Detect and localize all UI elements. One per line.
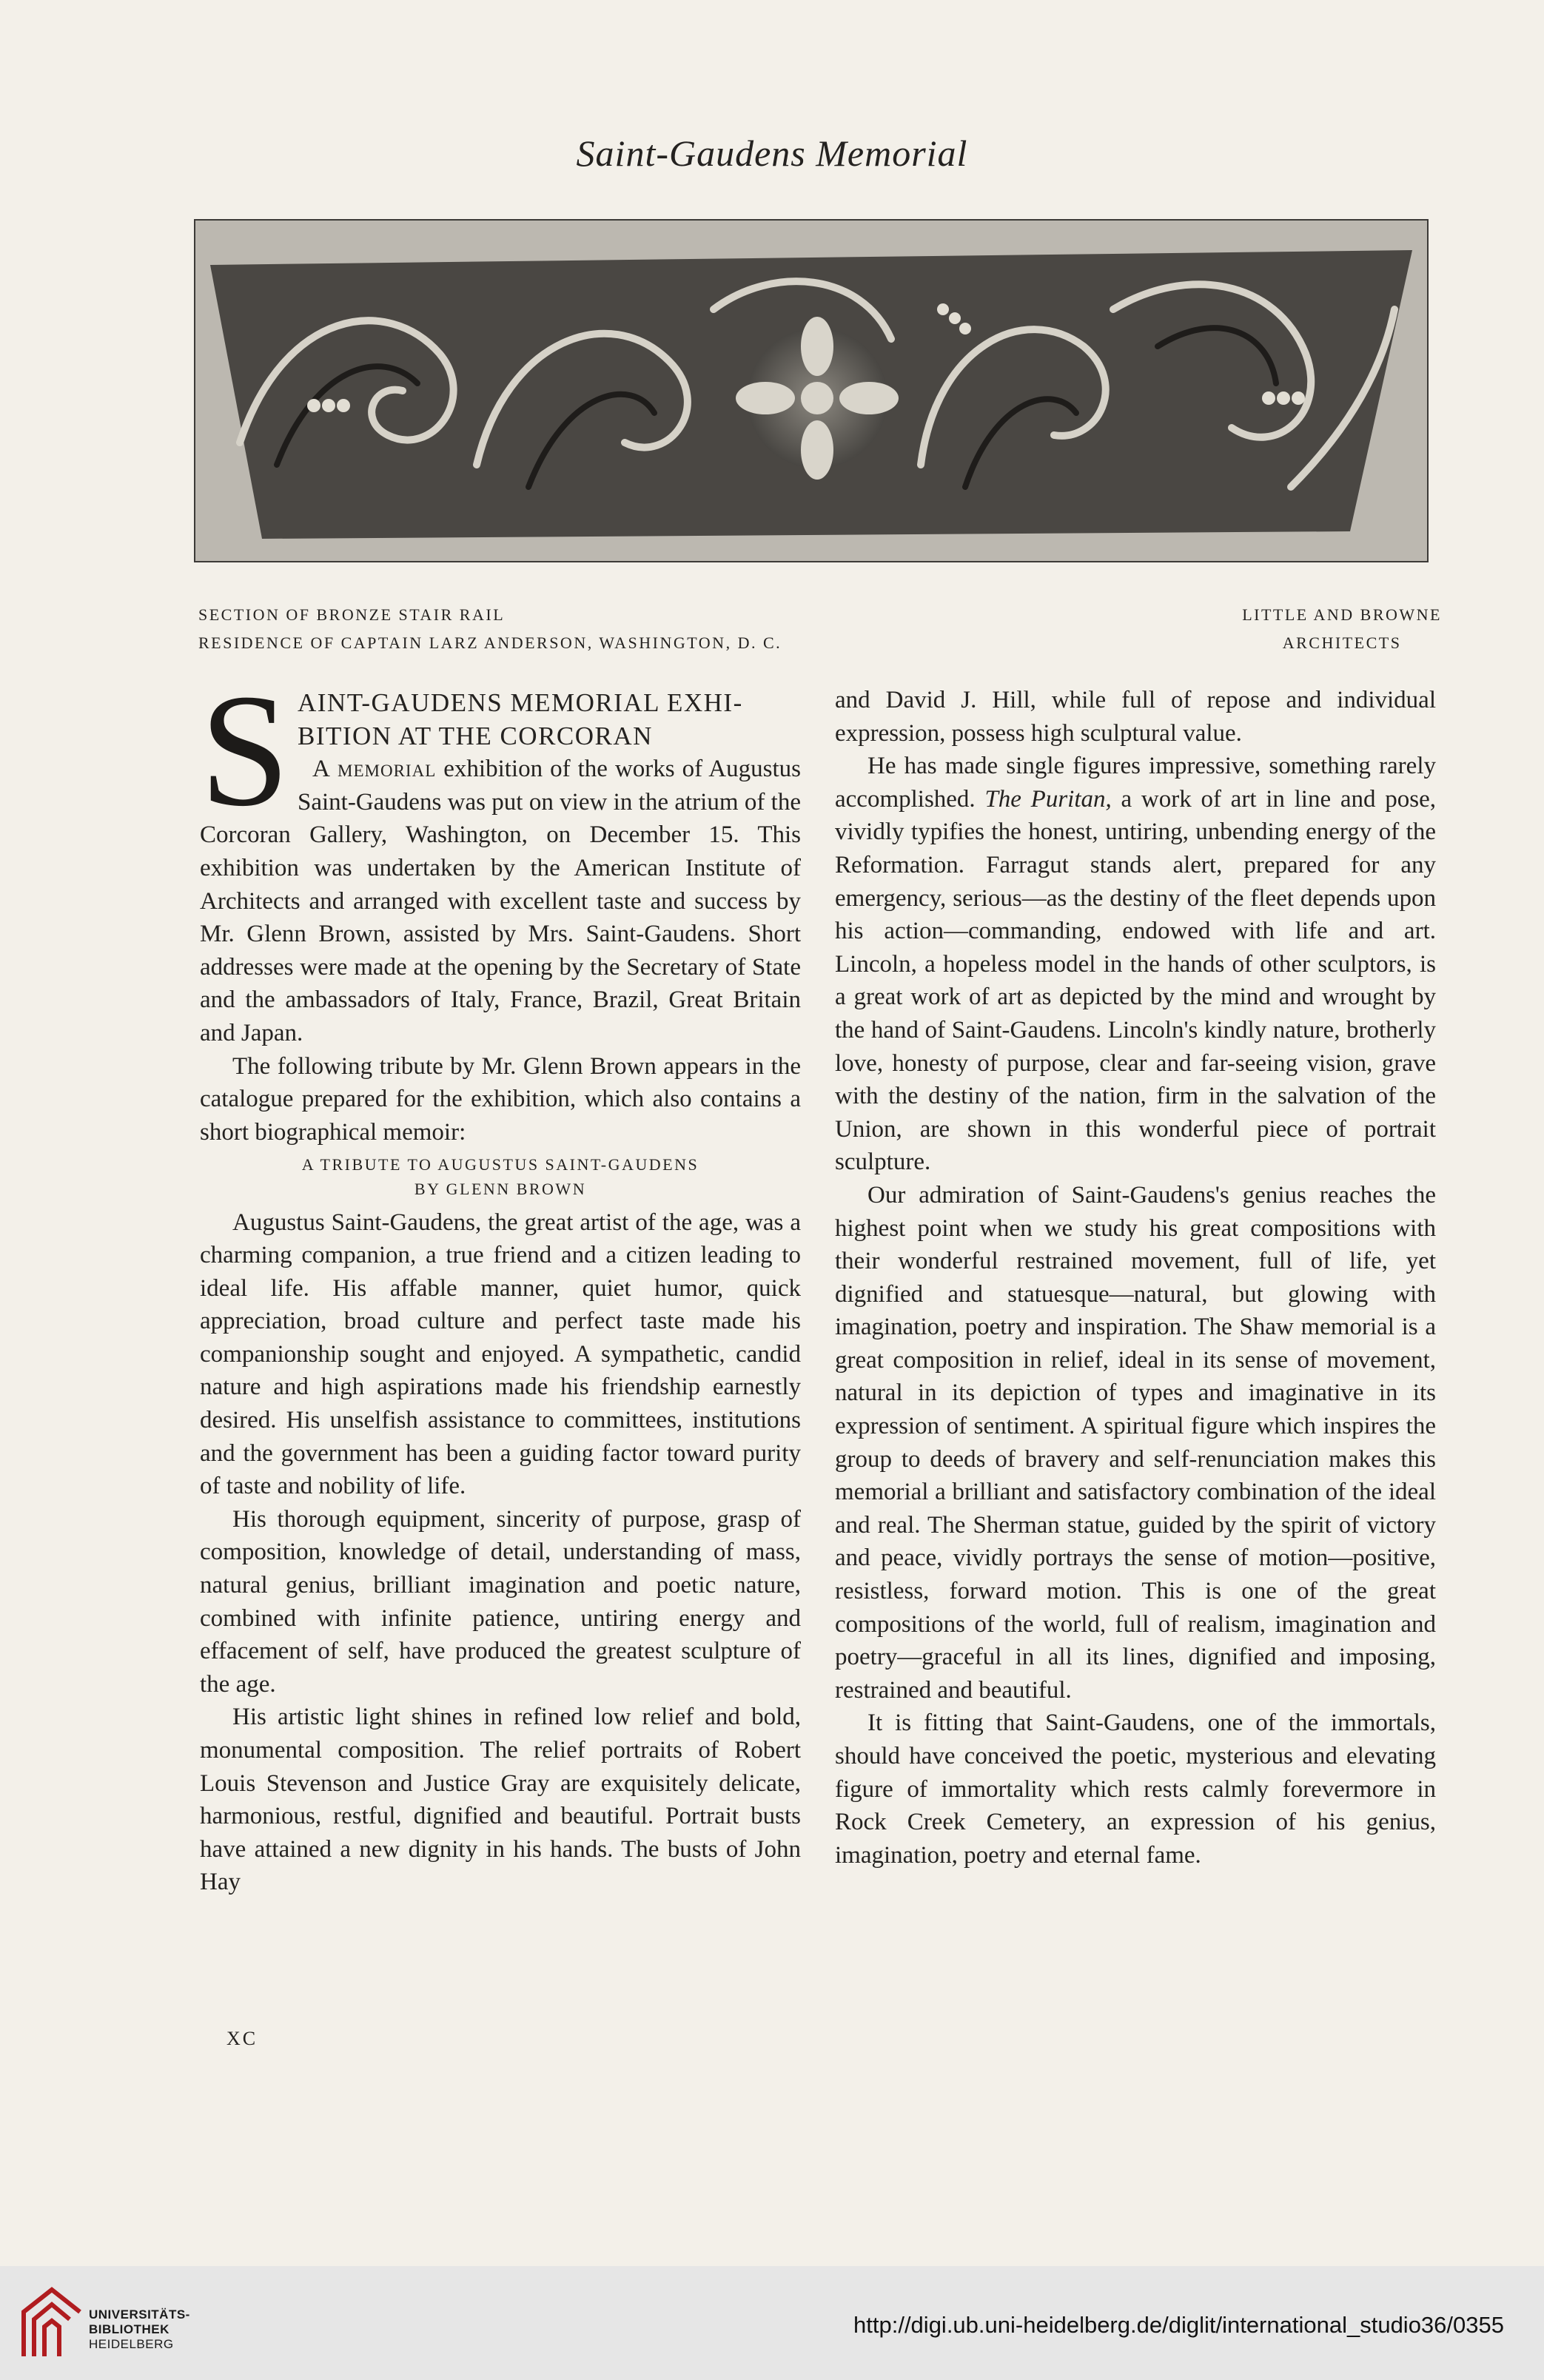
stair-rail-plate [194, 219, 1429, 562]
library-footer [0, 2266, 1544, 2380]
paragraph: and David J. Hill, while full of repose and individual expression, possess high sculptural value. [835, 687, 1436, 747]
italic-title: The Puritan, [984, 785, 1112, 813]
library-name-line: BIBLIOTHEK [89, 2322, 169, 2336]
column-right [835, 684, 1436, 1872]
source-url-link[interactable]: http://digi.ub.uni-heidelberg.de/diglit/international_studio36/0355 [853, 2312, 1504, 2338]
article-title [200, 684, 801, 753]
paragraph: The following tribute by Mr. Glenn Brown appears in the catalogue prepared for the exhibition, which also contains a short biographical memoir: [200, 1052, 801, 1146]
column-left [200, 662, 801, 1899]
library-logo-icon [16, 2282, 87, 2364]
tribute-byline: BY GLENN BROWN [414, 1179, 587, 1198]
text-run: a work of art in line and pose, vividly typifies the honest, untiring, unbending energy of the Reformation. Farragut stands alert, prepared for any emergency, serious—as the destiny of the fleet depends upon his action—commanding, endowed with life and art. Lincoln, a hopeless model in the hands of other sculptors, is a great work of art as depicted by the mind and wrought by the hand of Saint-Gaudens. Lincoln's kindly nature, brotherly love, honesty of purpose, clear and far-seeing vision, grave with the destiny of the nation, firm in the salvation of the Union, are shown in this wonderful piece of portrait sculpture. [835, 785, 1436, 1176]
library-name-line: HEIDELBERG [89, 2337, 174, 2351]
paragraph [835, 750, 1436, 1179]
title-line: BITION AT THE CORCORAN [298, 721, 653, 750]
drop-cap: S [200, 662, 290, 840]
plate-caption-left [198, 601, 782, 657]
library-name [89, 2307, 190, 2352]
caption-credit-role: ARCHITECTS [1282, 633, 1402, 652]
paragraph: Our admiration of Saint-Gaudens's genius reaches the highest point when we study his great compositions with their wonderful restrained movement, full of life, yet dignified and statuesque—natural, but glowing with imagination, poetry and inspiration. The Shaw memorial is a great composition in relief, ideal in its sense of movement, natural in its depiction of types and imaginative in its expression of sentiment. A spiritual figure which inspires the group to deeds of bravery and self-renunciation makes this memorial a brilliant and satisfactory combination of the ideal and real. The Sherman statue, guided by the spirit of victory and peace, vividly portrays the sense of motion—positive, resistless, forward motion. This is one of the great compositions of the world, full of realism, imagination and poetry—graceful in all its lines, dignified and imposing, restrained and beautiful. [835, 1181, 1436, 1704]
paragraph: His artistic light shines in refined low relief and bold, monumental composition. The relief portraits of Robert Louis Stevenson and Justice Gray are exquisitely delicate, harmonious, restful, dignified and beautiful. Portrait busts have attained a new dignity in his hands. The busts of John Hay [200, 1704, 801, 1896]
text-run: He has made single figures impressive, something rarely accomplished. [835, 753, 1436, 813]
paragraph: Augustus Saint-Gaudens, the great artist of the age, was a charming companion, a true friend and a citizen leading to ideal life. His affable manner, quiet humor, quick appreciation, broad culture and perfect taste made his companionship sought and enjoyed. A sympathetic, candid nature and high aspirations made his friendship earnestly desired. His unselfish assistance to committees, institutions and the government has been a guiding factor toward purity of taste and nobility of life. [200, 1209, 801, 1500]
page-number: XC [226, 2028, 258, 2049]
lead-paragraph [200, 753, 801, 1049]
plate-caption-right [1242, 601, 1442, 657]
paragraph: It is fitting that Saint-Gaudens, one of the immortals, should have conceived the poetic, mysterious and elevating figure of immortality which rests calmly forevermore in Rock Creek Cemetery, an expression of his genius, imagination, poetry and eternal fame. [835, 1710, 1436, 1869]
ornament-image [195, 221, 1427, 561]
article-heading [200, 662, 801, 1050]
caption-location: RESIDENCE OF CAPTAIN LARZ ANDERSON, WASHINGTON, D. C. [198, 633, 782, 652]
lead-text: exhibition of the works of Augustus Saint-Gaudens was put on view in the atrium of the Corcoran Gallery, Washington, on December 15. This exhibition was undertaken by the American Institute of Architects and arranged with excellent taste and success by Mr. Glenn Brown, assisted by Mrs. Saint-Gaudens. Short addresses were made at the opening by the Secretary of State and the ambassadors of Italy, France, Brazil, Great Britain and Japan. [200, 756, 801, 1046]
caption-credit: LITTLE AND BROWNE [1242, 605, 1442, 624]
paragraph: His thorough equipment, sincerity of purpose, grasp of composition, knowledge of detail, understanding of mass, natural genius, brilliant imagination and poetic nature, combined with infinite patience, untiring energy and effacement of self, have produced the greatest sculpture of the age. [200, 1505, 801, 1698]
lead-smallcaps: A memorial [312, 756, 437, 783]
library-name-line: UNIVERSITÄTS- [89, 2307, 190, 2322]
tribute-title: A TRIBUTE TO AUGUSTUS SAINT-GAUDENS [301, 1155, 699, 1174]
caption-title: SECTION OF BRONZE STAIR RAIL [198, 605, 506, 624]
title-line: AINT-GAUDENS MEMORIAL EXHI- [298, 688, 743, 717]
running-head: Saint-Gaudens Memorial [576, 132, 968, 174]
